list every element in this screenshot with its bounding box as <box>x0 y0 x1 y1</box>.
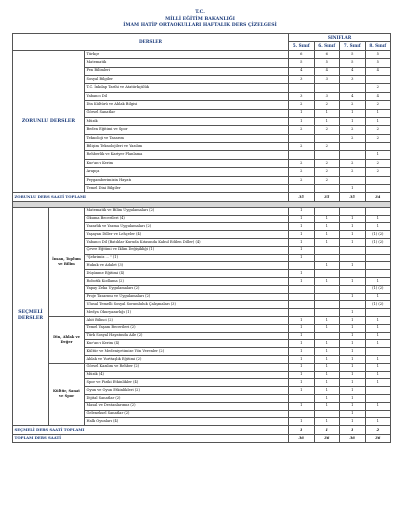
course-name: Dijital Sanatlar (2) <box>85 394 289 402</box>
hours-cell: 2 <box>365 159 391 167</box>
course-name: Müzik <box>85 117 289 125</box>
hours-cell: 5 <box>340 59 366 67</box>
hours-cell: 2 <box>365 126 391 134</box>
hours-cell: 1 <box>365 277 391 285</box>
hours-cell: 1 <box>340 340 366 348</box>
hours-cell <box>340 143 366 151</box>
dersler-heading: DERSLER <box>13 34 289 51</box>
hours-cell <box>365 207 391 215</box>
hours-cell <box>314 332 340 340</box>
hours-cell: 1 <box>340 379 366 387</box>
hours-cell <box>289 285 315 293</box>
hours-cell <box>289 293 315 301</box>
hours-cell <box>314 134 340 142</box>
hours-cell: (1) (2) <box>365 231 391 239</box>
header-line-3: İMAM HATİP ORTAOKULLARI HAFTALIK DERS ÇİZELGESİ <box>123 23 277 28</box>
hours-cell <box>314 285 340 293</box>
hours-cell <box>314 84 340 92</box>
hours-cell: 1 <box>365 117 391 125</box>
hours-cell <box>365 246 391 254</box>
hours-cell: 1 <box>340 262 366 270</box>
hours-cell: 1 <box>365 371 391 379</box>
hours-cell: 1 <box>289 332 315 340</box>
grand-total-cell: 36 <box>340 434 366 442</box>
secmeli-row <box>13 207 391 215</box>
zorunlu-row <box>13 50 391 58</box>
hours-cell: 1 <box>314 363 340 371</box>
hours-cell <box>365 387 391 395</box>
hours-cell: 1 <box>289 270 315 278</box>
secmeli-category-label: SEÇMELİ DERSLER <box>13 207 49 425</box>
hours-cell <box>365 410 391 418</box>
hours-cell <box>340 207 366 215</box>
course-name: Türkçe <box>85 50 289 58</box>
grade-heading: 8. Sınıf <box>365 42 391 50</box>
hours-cell <box>289 309 315 317</box>
zorunlu-total-label: ZORUNLU DERS SAATİ TOPLAMI <box>13 193 289 201</box>
course-name: Ahlak ve Yurttaşlık Eğitimi (2) <box>85 355 289 363</box>
hours-cell: 2 <box>289 168 315 176</box>
course-name: Görsel Sanatlar <box>85 109 289 117</box>
hours-cell <box>289 84 315 92</box>
secmeli-total-row <box>13 426 391 434</box>
hours-cell: 2 <box>314 176 340 184</box>
course-name: Peygamberimizin Hayatı <box>85 176 289 184</box>
hours-cell: 2 <box>340 134 366 142</box>
hours-cell: 1 <box>289 231 315 239</box>
hours-cell <box>314 301 340 309</box>
hours-cell <box>340 246 366 254</box>
hours-cell: 1 <box>340 332 366 340</box>
hours-cell: 5 <box>365 50 391 58</box>
course-name: Geleneksel Sanatlar (2) <box>85 410 289 418</box>
course-name: Fen Bilimleri <box>85 67 289 75</box>
hours-cell: 1 <box>314 239 340 247</box>
hours-cell: 5 <box>289 59 315 67</box>
course-name: Teknoloji ve Tasarım <box>85 134 289 142</box>
hours-cell: 6 <box>289 50 315 58</box>
hours-cell: 1 <box>340 402 366 410</box>
hours-cell: 1 <box>289 340 315 348</box>
hours-cell: 1 <box>365 355 391 363</box>
hours-cell <box>365 270 391 278</box>
course-name: Matematik ve Bilim Uygulamaları (2) <box>85 207 289 215</box>
course-name: Bilişim Teknolojileri ve Yazılım <box>85 143 289 151</box>
hours-cell: 1 <box>289 316 315 324</box>
hours-cell: 5 <box>340 50 366 58</box>
hours-cell: 1 <box>314 355 340 363</box>
course-name: Halk Oyunları (4) <box>85 418 289 426</box>
hours-cell: 2 <box>314 101 340 109</box>
course-name: Spor ve Fiziki Etkinlikler (4) <box>85 379 289 387</box>
hours-cell: 1 <box>365 215 391 223</box>
hours-cell: 1 <box>365 340 391 348</box>
zorunlu-total-cell: 35 <box>340 193 366 201</box>
hours-cell: 2 <box>340 101 366 109</box>
hours-cell: (1) (2) <box>365 239 391 247</box>
course-name: "Şehrimiz ... " (1) <box>85 254 289 262</box>
hours-cell: 1 <box>365 293 391 301</box>
course-name: Temel Dini Bilgiler <box>85 185 289 193</box>
course-name: Kültür ve Medeniyetimize Yön Verenler (2) <box>85 348 289 356</box>
hours-cell: 3 <box>289 75 315 83</box>
hours-cell: 1 <box>314 117 340 125</box>
hours-cell: 1 <box>340 410 366 418</box>
hours-cell: 1 <box>340 117 366 125</box>
siniflar-heading: SINIFLAR <box>289 34 391 42</box>
hours-cell <box>340 285 366 293</box>
course-name: Robotik Kodlama (2) <box>85 277 289 285</box>
grand-total-cell: 36 <box>365 434 391 442</box>
hours-cell: 1 <box>365 363 391 371</box>
grand-total-row <box>13 434 391 442</box>
grand-total-cell: 36 <box>289 434 315 442</box>
hours-cell: 2 <box>314 168 340 176</box>
course-name: Okuma Becerileri (4) <box>85 215 289 223</box>
hours-cell: 1 <box>365 316 391 324</box>
hours-cell: 1 <box>289 254 315 262</box>
hours-cell: 1 <box>289 379 315 387</box>
course-name: Ulusal Temelli Sosyal Sorumluluk Çalışmaları (3) <box>85 301 289 309</box>
hours-cell: 1 <box>314 324 340 332</box>
grade-heading: 7. Sınıf <box>340 42 366 50</box>
hours-cell <box>365 176 391 184</box>
hours-cell: 1 <box>365 418 391 426</box>
course-name: Yazarlık ve Yazma Uygulamaları (2) <box>85 223 289 231</box>
hours-cell: 1 <box>365 324 391 332</box>
hours-cell <box>365 143 391 151</box>
hours-cell: 4 <box>365 67 391 75</box>
hours-cell: 3 <box>289 92 315 100</box>
hours-cell <box>340 176 366 184</box>
hours-cell: 1 <box>340 363 366 371</box>
hours-cell: 1 <box>340 231 366 239</box>
hours-cell: 1 <box>314 340 340 348</box>
hours-cell <box>340 301 366 309</box>
hours-cell: 1 <box>340 316 366 324</box>
hours-cell: 4 <box>365 92 391 100</box>
zorunlu-category-label: ZORUNLU DERSLER <box>13 50 85 193</box>
hours-cell <box>340 270 366 278</box>
hours-cell: 1 <box>314 223 340 231</box>
secmeli-total-cell: 1 <box>289 426 315 434</box>
course-name: Yapay Zeka Uygulamaları (2) <box>85 285 289 293</box>
hours-cell: 1 <box>289 387 315 395</box>
hours-cell <box>365 309 391 317</box>
course-name: Arapça <box>85 168 289 176</box>
secmeli-row <box>13 363 391 371</box>
secmeli-total-cell: 1 <box>314 426 340 434</box>
hours-cell: 1 <box>289 363 315 371</box>
grade-heading: 6. Sınıf <box>314 42 340 50</box>
hours-cell <box>314 293 340 301</box>
hours-cell <box>289 185 315 193</box>
hours-cell: 1 <box>365 151 391 159</box>
hours-cell: 1 <box>340 394 366 402</box>
hours-cell: 1 <box>340 293 366 301</box>
hours-cell: 1 <box>314 231 340 239</box>
course-name: Matematik <box>85 59 289 67</box>
hours-cell: 1 <box>365 332 391 340</box>
hours-cell: 1 <box>289 109 315 117</box>
hours-cell: 3 <box>340 75 366 83</box>
course-name: Medya Okuryazarlığı (1) <box>85 309 289 317</box>
hours-cell: 1 <box>289 355 315 363</box>
hours-cell: 3 <box>314 92 340 100</box>
hours-cell: 1 <box>340 355 366 363</box>
hours-cell: 2 <box>340 126 366 134</box>
grand-total-label: TOPLAM DERS SAATİ <box>13 434 289 442</box>
zorunlu-total-cell: 34 <box>365 193 391 201</box>
course-name: Oyun ve Oyun Etkinlikleri (2) <box>85 387 289 395</box>
hours-cell: 1 <box>289 371 315 379</box>
hours-cell: 5 <box>314 59 340 67</box>
hours-cell: 2 <box>289 143 315 151</box>
hours-cell: 2 <box>340 159 366 167</box>
hours-cell: 1 <box>314 316 340 324</box>
hours-cell: (1) (2) <box>365 301 391 309</box>
hours-cell: 1 <box>365 223 391 231</box>
hours-cell: 2 <box>365 134 391 142</box>
hours-cell: 1 <box>314 418 340 426</box>
hours-cell <box>340 254 366 262</box>
hours-cell: 1 <box>314 371 340 379</box>
hours-cell: 1 <box>289 348 315 356</box>
hours-cell: 1 <box>314 109 340 117</box>
hours-cell: 1 <box>289 418 315 426</box>
hours-cell: 1 <box>314 348 340 356</box>
course-name: Temel Yaşam Becerileri (2) <box>85 324 289 332</box>
hours-cell: 2 <box>314 126 340 134</box>
hours-cell: 1 <box>314 277 340 285</box>
hours-cell: 1 <box>289 239 315 247</box>
course-name: Yaşayan Diller ve Lehçeler (4) <box>85 231 289 239</box>
course-name: Rehberlik ve Kariyer Planlama <box>85 151 289 159</box>
course-name: Kur'an-ı Kerim <box>85 159 289 167</box>
hours-cell: 4 <box>340 67 366 75</box>
course-name: Sosyal Bilgiler <box>85 75 289 83</box>
hours-cell: 2 <box>340 168 366 176</box>
hours-cell <box>365 394 391 402</box>
course-name: Masal ve Destanlarımız (2) <box>85 402 289 410</box>
hours-cell <box>314 246 340 254</box>
course-name: Hukuk ve Adalet (3) <box>85 262 289 270</box>
hours-cell <box>314 309 340 317</box>
hours-cell: 1 <box>340 418 366 426</box>
hours-cell: 6 <box>314 50 340 58</box>
grade-heading: 5. Sınıf <box>289 42 315 50</box>
hours-cell: 1 <box>289 324 315 332</box>
hours-cell: 1 <box>340 387 366 395</box>
grand-total-cell: 36 <box>314 434 340 442</box>
hours-cell: 1 <box>340 109 366 117</box>
zorunlu-total-cell: 35 <box>314 193 340 201</box>
hours-cell: 1 <box>340 223 366 231</box>
hours-cell: 2 <box>289 126 315 134</box>
hours-cell: 4 <box>340 92 366 100</box>
hours-cell: 1 <box>289 223 315 231</box>
hours-cell: 1 <box>314 394 340 402</box>
document-header <box>0 0 400 30</box>
hours-cell <box>340 84 366 92</box>
hours-cell: 1 <box>314 215 340 223</box>
secmeli-group-label: Din, Ahlak ve Değer <box>49 316 85 363</box>
course-name: T.C. İnkılap Tarihi ve Atatürkçülük <box>85 84 289 92</box>
zorunlu-total-cell: 35 <box>289 193 315 201</box>
course-name: Müzik (4) <box>85 371 289 379</box>
hours-cell: 1 <box>314 262 340 270</box>
hours-cell: 1 <box>340 215 366 223</box>
hours-cell: 1 <box>289 277 315 285</box>
hours-cell: 1 <box>365 109 391 117</box>
hours-cell <box>289 151 315 159</box>
hours-cell: 1 <box>340 185 366 193</box>
hours-cell: 2 <box>289 101 315 109</box>
zorunlu-total-row <box>13 193 391 201</box>
weekly-schedule-table <box>12 33 391 443</box>
course-name: Din Kültürü ve Ahlak Bilgisi <box>85 101 289 109</box>
hours-cell <box>289 134 315 142</box>
hours-cell: 2 <box>365 101 391 109</box>
hours-cell: 1 <box>289 402 315 410</box>
hours-cell <box>289 262 315 270</box>
course-name: Düşünme Eğitimi (4) <box>85 270 289 278</box>
hours-cell <box>314 151 340 159</box>
hours-cell <box>340 151 366 159</box>
hours-cell: 2 <box>314 143 340 151</box>
hours-cell: 2 <box>289 159 315 167</box>
hours-cell: 1 <box>340 277 366 285</box>
hours-cell: 4 <box>314 67 340 75</box>
hours-cell: 1 <box>314 402 340 410</box>
course-name: Kur'an-ı Kerim (4) <box>85 340 289 348</box>
header-line-1: T.C. <box>195 10 205 15</box>
hours-cell <box>365 262 391 270</box>
header-line-2: MİLLİ EĞİTİM BAKANLIĞI <box>165 16 235 22</box>
hours-cell: 2 <box>314 159 340 167</box>
hours-cell: 1 <box>289 246 315 254</box>
secmeli-group-label: İnsan, Toplum ve Bilim <box>49 207 85 316</box>
secmeli-total-cell: 2 <box>365 426 391 434</box>
hours-cell: 1 <box>340 324 366 332</box>
hours-cell <box>365 348 391 356</box>
hours-cell: 1 <box>314 387 340 395</box>
hours-cell <box>365 254 391 262</box>
secmeli-row <box>13 316 391 324</box>
course-name: Çevre Eğitimi ve İklim Değişikliği (1) <box>85 246 289 254</box>
course-name: Türk Sosyal Hayatında Aile (2) <box>85 332 289 340</box>
hours-cell: 5 <box>365 59 391 67</box>
course-name: Proje Tasarımı ve Uygulamaları (2) <box>85 293 289 301</box>
hours-cell: 2 <box>289 176 315 184</box>
hours-cell: 1 <box>289 117 315 125</box>
hours-cell: 2 <box>365 84 391 92</box>
header-row <box>13 34 391 42</box>
hours-cell: 1 <box>314 379 340 387</box>
hours-cell: 4 <box>289 67 315 75</box>
hours-cell: (1) (2) <box>365 285 391 293</box>
hours-cell <box>314 185 340 193</box>
course-name: Yabancı Dil (Batılılar Kuruda Kıtasında Kabul Edilen Diller) (4) <box>85 239 289 247</box>
hours-cell <box>289 410 315 418</box>
secmeli-group-label: Kültür, Sanat ve Spor <box>49 363 85 425</box>
secmeli-total-label: SEÇMELİ DERS SAATİ TOPLAMI <box>13 426 289 434</box>
hours-cell <box>365 185 391 193</box>
hours-cell <box>314 410 340 418</box>
course-name: Ahit Bilinci (2) <box>85 316 289 324</box>
secmeli-total-cell: 1 <box>340 426 366 434</box>
course-name: Yabancı Dil <box>85 92 289 100</box>
hours-cell: 1 <box>340 239 366 247</box>
hours-cell: 3 <box>314 75 340 83</box>
hours-cell: 2 <box>365 168 391 176</box>
hours-cell <box>365 75 391 83</box>
hours-cell <box>289 394 315 402</box>
hours-cell: 1 <box>365 402 391 410</box>
hours-cell <box>314 254 340 262</box>
hours-cell <box>314 207 340 215</box>
hours-cell: 1 <box>340 371 366 379</box>
hours-cell: 1 <box>365 379 391 387</box>
hours-cell: 1 <box>340 348 366 356</box>
hours-cell <box>314 270 340 278</box>
course-name: Beden Eğitimi ve Spor <box>85 126 289 134</box>
course-name: Görsel Kazılım ve Rehber (2) <box>85 363 289 371</box>
hours-cell <box>289 301 315 309</box>
hours-cell: 1 <box>340 309 366 317</box>
hours-cell: 1 <box>289 215 315 223</box>
hours-cell: 1 <box>289 207 315 215</box>
